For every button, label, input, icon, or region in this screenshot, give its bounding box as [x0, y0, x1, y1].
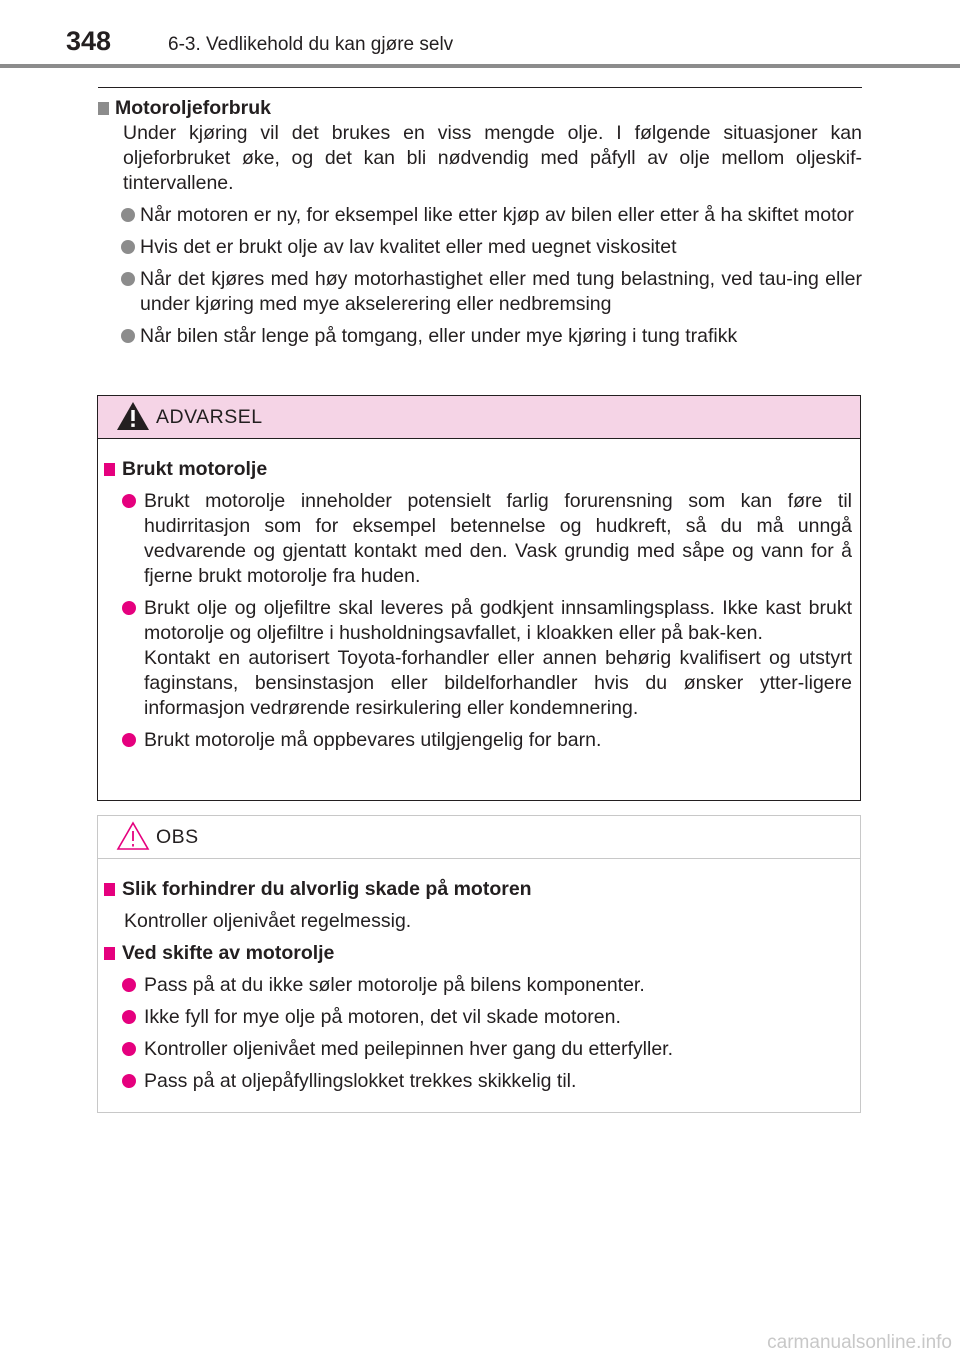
warning-header: [98, 396, 860, 439]
bullet-dot-icon: [121, 329, 135, 343]
warning-body: [98, 439, 860, 753]
list-item: Brukt olje og oljefiltre skal leveres på godkjent innsamlingsplass. Ikke kast brukt motorolje og oljefiltre i husholdningsavfallet, i kloakken eller på bak-ken.: [104, 596, 852, 646]
bullet-dot-icon: [122, 978, 136, 992]
list-item: Når bilen står lenge på tomgang, eller under mye kjøring i tung trafikk: [98, 324, 862, 349]
warning-triangle-icon: [116, 401, 150, 431]
list-item: Hvis det er brukt olje av lav kvalitet eller med uegnet viskositet: [98, 235, 862, 260]
main-heading-text: Motoroljeforbruk: [115, 97, 271, 119]
content-divider: [98, 87, 862, 88]
warning-label: ADVARSEL: [156, 406, 263, 428]
main-content: [98, 96, 862, 349]
list-item: Pass på at oljepåfyllingslokket trekkes skikkelig til.: [104, 1069, 852, 1094]
bullet-dot-icon: [122, 1010, 136, 1024]
list-item: Når det kjøres med høy motorhastighet eller med tung belastning, ved tau-ing eller under kjøring med mye akselerering eller nedbremsing: [98, 267, 862, 317]
main-intro: Under kjøring vil det brukes en viss mengde olje. I følgende situasjoner kan oljeforbruket øke, og det kan bli nødvendig med påfyll av olje mellom oljeskif-tintervallene.: [123, 122, 862, 194]
list-item-continuation: Kontakt en autorisert Toyota-forhandler eller annen behørig kvalifisert og utstyrt faginstans, bensinstasjon eller bildelforhandler hvis du ønsker ytter-ligere informasjon vedrørende resirkulering eller kondemnering.: [144, 647, 852, 719]
square-bullet-icon: [104, 947, 115, 960]
caution-triangle-icon: [116, 821, 150, 851]
notice-body: [98, 859, 860, 1094]
notice-label: OBS: [156, 826, 199, 848]
list-item: Brukt motorolje må oppbevares utilgjengelig for barn.: [104, 728, 852, 753]
list-item: Ikke fyll for mye olje på motoren, det vil skade motoren.: [104, 1005, 852, 1030]
list-item: Pass på at du ikke søler motorolje på bilens komponenter.: [104, 973, 852, 998]
page-number: 348: [66, 26, 112, 56]
warning-box: [97, 395, 861, 801]
bullet-dot-icon: [121, 272, 135, 286]
warning-heading: Brukt motorolje: [104, 457, 852, 482]
bullet-dot-icon: [122, 494, 136, 508]
list-item: Kontroller oljenivået med peilepinnen hver gang du etterfyller.: [104, 1037, 852, 1062]
main-heading: [98, 96, 862, 121]
square-bullet-icon: [98, 102, 109, 115]
bullet-dot-icon: [122, 1074, 136, 1088]
list-item: Når motoren er ny, for eksempel like etter kjøp av bilen eller etter å ha skiftet motor: [98, 203, 862, 228]
header-rule: [0, 64, 960, 68]
list-item: Brukt motorolje inneholder potensielt farlig forurensning som kan føre til hudirritasjon som for eksempel betennelse og hudkreft, så du må unngå vedvarende og gjentatt kontakt med den. Vask grundig med såpe og vann for å fjerne brukt motorolje fra huden.: [104, 489, 852, 589]
notice-heading-1: Slik forhindrer du alvorlig skade på motoren: [104, 877, 852, 902]
page-header: [0, 0, 960, 70]
bullet-dot-icon: [122, 601, 136, 615]
notice-text-1: Kontroller oljenivået regelmessig.: [124, 910, 412, 932]
bullet-dot-icon: [122, 1042, 136, 1056]
bullet-dot-icon: [121, 240, 135, 254]
section-title: 6-3. Vedlikehold du kan gjøre selv: [168, 34, 454, 55]
bullet-dot-icon: [121, 208, 135, 222]
notice-header: [98, 816, 860, 859]
square-bullet-icon: [104, 463, 115, 476]
notice-heading-2: Ved skifte av motorolje: [104, 941, 852, 966]
square-bullet-icon: [104, 883, 115, 896]
watermark: carmanualsonline.info: [767, 1332, 952, 1353]
bullet-dot-icon: [122, 733, 136, 747]
notice-box: [97, 815, 861, 1113]
